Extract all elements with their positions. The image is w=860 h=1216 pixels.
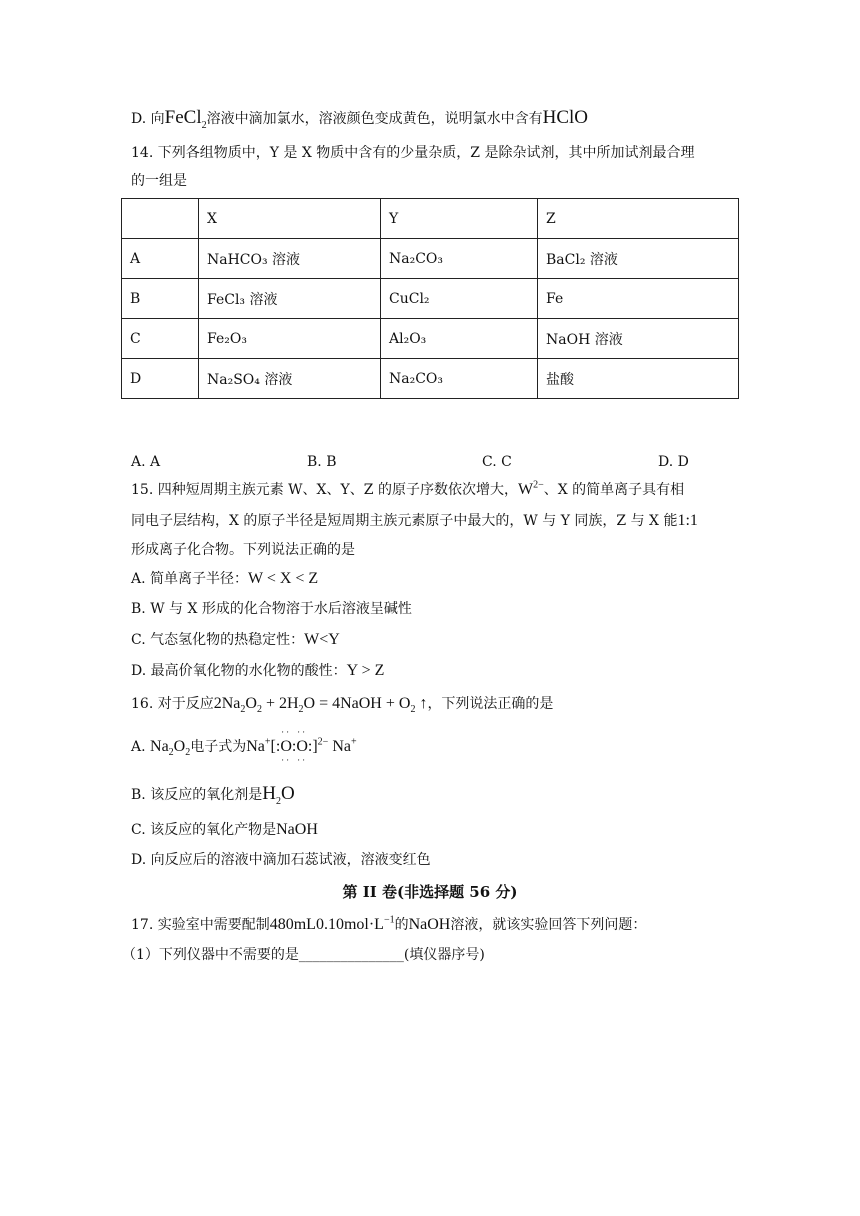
- q14-stem-line2: 的一组是: [131, 173, 187, 189]
- q14-option-d: D. D: [658, 454, 689, 470]
- q15-stem-line3: 形成离子化合物。下列说法正确的是: [131, 542, 355, 558]
- q14-option-a: A. A: [131, 454, 161, 470]
- q15-option-a: A. 简单离子半径：W < X < Z: [131, 570, 319, 587]
- q14-option-b: B. B: [307, 454, 337, 470]
- q16-option-c: C. 该反应的氧化产物是NaOH: [131, 821, 318, 838]
- q15-stem-line1: 15. 四种短周期主族元素 W、X、Y、Z 的原子序数依次增大，$W^{2-}$、X 的简单离子具有相: [131, 479, 685, 498]
- cell-x: NaHCO₃ 溶液: [199, 239, 381, 279]
- q17-stem: 17. 实验室中需要配制$480mL0.10mol\cdot L^{-1}$的NaOH溶液，就该实验回答下列问题：: [131, 914, 647, 933]
- table-row: [122, 239, 739, 279]
- table-header-cell: Y: [381, 199, 538, 239]
- q15-option-d: D. 最高价氧化物的水化物的酸性：Y > Z: [131, 662, 385, 679]
- section-title: 第 II 卷(非选择题 56 分): [342, 883, 518, 901]
- row-label: A: [122, 239, 199, 279]
- q15-stem-line2: 同电子层结构，X 的原子半径是短周期主族元素原子中最大的，W 与 Y 同族，Z 与 X 能1:1: [131, 512, 698, 529]
- cell-z: 盐酸: [538, 359, 739, 399]
- table-row: [122, 359, 739, 399]
- row-label: B: [122, 279, 199, 319]
- electron-formula: Na+[: ·· O ·· : ·· O ·· :]$^{2-}$ Na+: [246, 727, 357, 765]
- cell-z: Fe: [538, 279, 739, 319]
- hclo-formula: HClO: [542, 107, 588, 128]
- q15-option-b: B. W 与 X 形成的化合物溶于水后溶液呈碱性: [131, 601, 412, 617]
- cell-y: Na₂CO₃: [381, 359, 538, 399]
- concentration-formula: $480mL0.10mol\cdot L^{-1}$: [269, 914, 395, 933]
- table-header-cell: [122, 199, 199, 239]
- q14-stem-line1: 14. 下列各组物质中，Y 是 X 物质中含有的少量杂质，Z 是除杂试剂，其中所加试剂最合理: [131, 145, 695, 161]
- cell-y: Al₂O₃: [381, 319, 538, 359]
- cell-y: CuCl₂: [381, 279, 538, 319]
- reaction-equation: $2Na_2O_2 + 2H_2O$ = 4NaOH + $O_2$ ↑: [213, 695, 428, 716]
- table-header-cell: X: [199, 199, 381, 239]
- ratio-formula: 1:1: [677, 512, 698, 529]
- q16-stem: 16. 对于反应$2Na_2O_2 + 2H_2O$ = 4NaOH + $O_2$ ↑，下列说法正确的是: [131, 695, 554, 716]
- table-row: [122, 279, 739, 319]
- q16-option-d: D. 向反应后的溶液中滴加石蕊试液，溶液变红色: [131, 852, 431, 868]
- cell-x: FeCl₃ 溶液: [199, 279, 381, 319]
- w-ion-formula: $W^{2-}$: [517, 479, 544, 498]
- q14-table: [121, 198, 739, 399]
- table-header-row: [122, 199, 739, 239]
- q16-option-b: B. 该反应的氧化剂是$H_2O$: [131, 783, 295, 807]
- q13-option-d: D. 向FeCl$_2$溶液中滴加氯水，溶液颜色变成黄色，说明氯水中含有HClO: [131, 107, 588, 131]
- cell-y: Na₂CO₃: [381, 239, 538, 279]
- q16-option-a: A. $Na_2O_2$电子式为Na+[: ·· O ·· : ·· O ·· :]$^{2-}$ Na+: [131, 727, 357, 765]
- row-label: D: [122, 359, 199, 399]
- h2o-formula: $H_2O$: [262, 783, 295, 807]
- row-label: C: [122, 319, 199, 359]
- fecl2-formula: FeCl$_2$: [164, 107, 207, 131]
- cell-z: NaOH 溶液: [538, 319, 739, 359]
- q15-option-c: C. 气态氢化物的热稳定性：W<Y: [131, 631, 340, 648]
- table-row: [122, 319, 739, 359]
- na2o2-formula: $Na_2O_2$: [150, 738, 191, 759]
- cell-x: Na₂SO₄ 溶液: [199, 359, 381, 399]
- cell-z: BaCl₂ 溶液: [538, 239, 739, 279]
- q17-subquestion-1: （1）下列仪器中不需要的是_______________(填仪器序号): [122, 947, 485, 963]
- cell-x: Fe₂O₃: [199, 319, 381, 359]
- table-header-cell: Z: [538, 199, 739, 239]
- q14-option-c: C. C: [482, 454, 512, 470]
